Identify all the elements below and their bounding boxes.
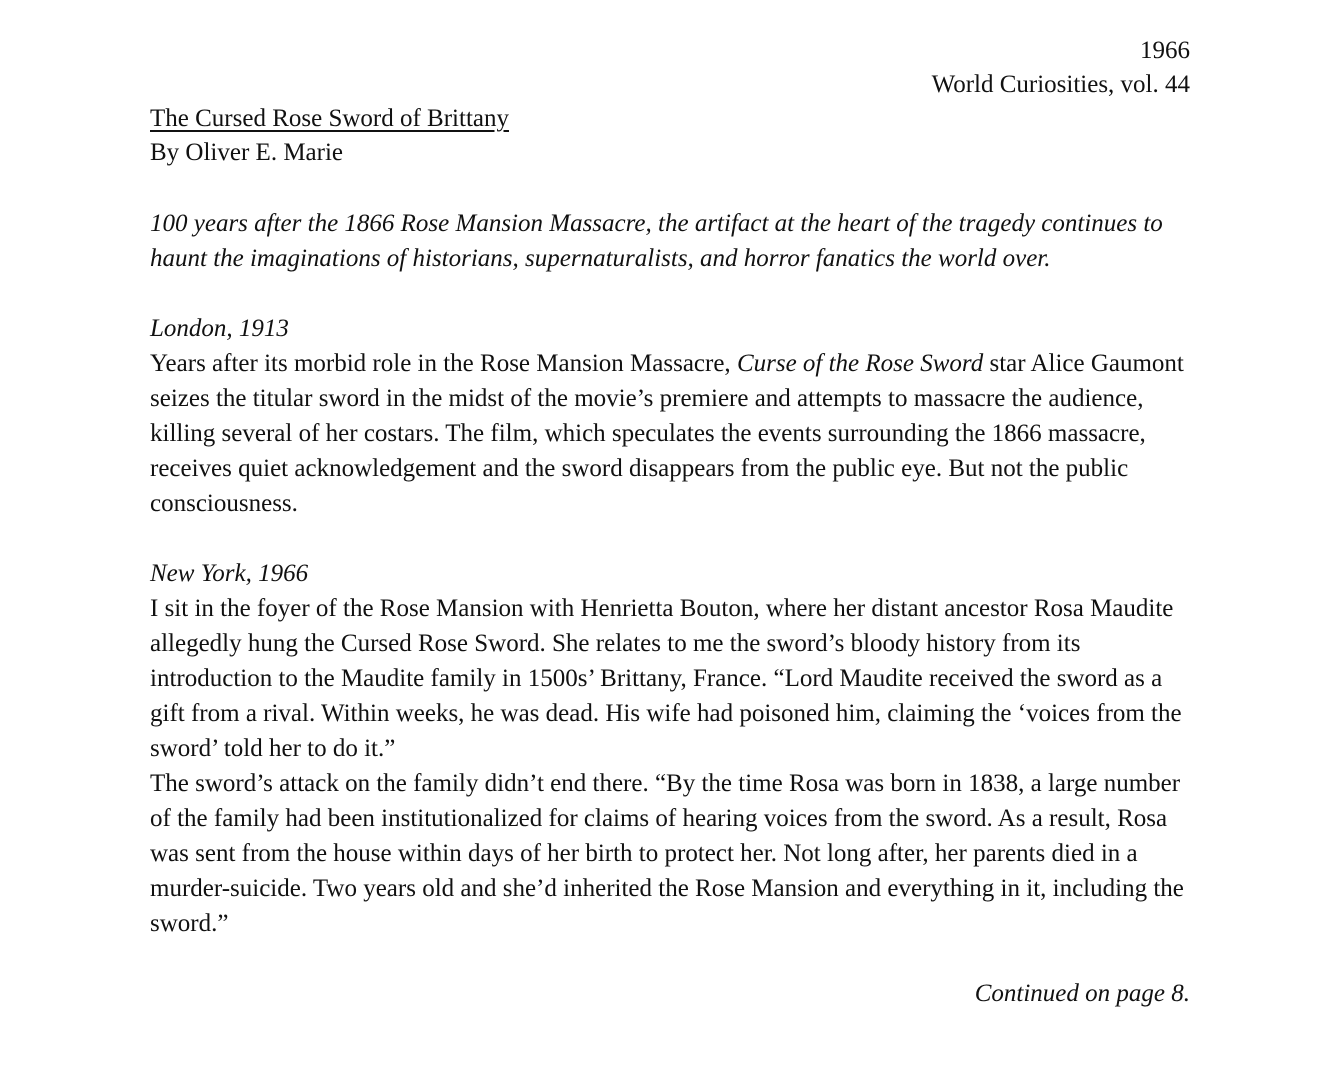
article-lede: 100 years after the 1866 Rose Mansion Massacre, the artifact at the heart of the tragedy continues to haunt the imaginations of historians, supernaturalists, and horror fanatics the world over. [150,210,1163,272]
section-london [150,311,1190,521]
publication-name: World Curiosities, vol. 44 [931,71,1190,98]
page-header [150,34,1190,102]
section-new-york-paragraph-2: The sword’s attack on the family didn’t end there. “By the time Rosa was born in 1838, a large number of the family had been institutionalized for claims of hearing voices from the sword. As a result, Rosa was sent from the house within days of her birth to protect her. Not long after, her parents died in a murder-suicide. Two years old and she’d inherited the Rose Mansion and everything in it, including the sword.” [150,770,1184,937]
article-title: The Cursed Rose Sword of Brittany [150,105,509,132]
paragraph-text-end: star Alice Gaumont seizes the titular sword in the midst of the movie’s premiere and attempts to massacre the audience, killing several of her costars. The film, which speculates the events surrounding the 1866 massacre, receives quiet acknowledgement and the sword disappears from the public eye. But not the public consciousness. [150,350,1184,517]
continued-note: Continued on page 8. [974,980,1190,1007]
film-title: Curse of the Rose Sword [736,350,984,377]
article-byline: By Oliver E. Marie [150,139,344,166]
dateline-london: London, 1913 [150,315,289,342]
article-heading [150,102,1190,170]
issue-year: 1966 [1140,37,1190,64]
dateline-new-york: New York, 1966 [150,560,309,587]
paragraph-text-start: Years after its morbid role in the Rose Mansion Massacre, [150,350,737,377]
section-new-york [150,556,1190,941]
section-new-york-paragraph-1: I sit in the foyer of the Rose Mansion with Henrietta Bouton, where her distant ancestor Rosa Maudite allegedly hung the Cursed Rose Sword. She relates to me the sword’s bloody history from its introduction to the Maudite family in 1500s’ Brittany, France. “Lord Maudite received the sword as a gift from a rival. Within weeks, he was dead. His wife had poisoned him, claiming the ‘voices from the sword’ told her to do it.” [150,595,1182,762]
section-london-paragraph [150,346,1190,521]
